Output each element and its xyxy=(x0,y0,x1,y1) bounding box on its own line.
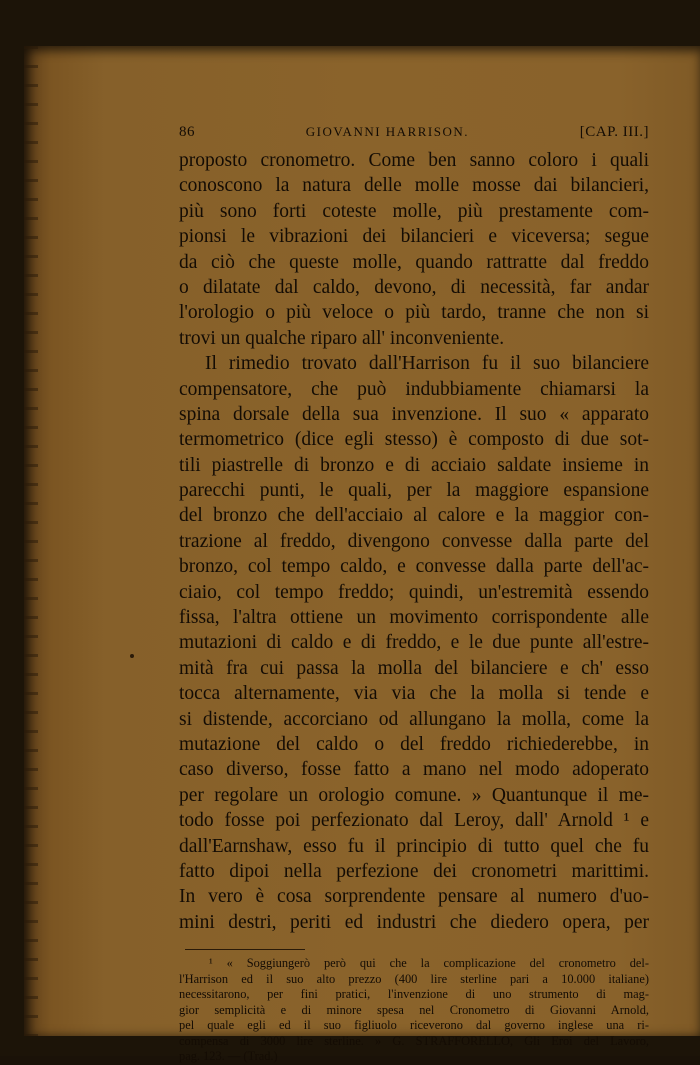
footnote-line: ¹ « Soggiungerò però qui che la complicazione del cronometro del- xyxy=(209,956,649,971)
body-line: fatto dipoi nella perfezione dei cronometri marittimi. xyxy=(179,860,649,882)
body-line: da ciò che queste molle, quando rattratte dal freddo xyxy=(179,251,649,273)
body-line: tocca alternamente, via via che la molla si tende e xyxy=(179,683,649,705)
body-line: Il rimedio trovato dall'Harrison fu il suo bilanciere xyxy=(205,353,649,375)
body-line: compensatore, che può indubbiamente chiamarsi la xyxy=(179,378,649,400)
body-line: termometrico (dice egli stesso) è composto di due sot- xyxy=(179,429,649,451)
body-line: fissa, l'altra ottiene un movimento corrispondente alle xyxy=(179,607,649,629)
footnote-line: l'Harrison ed il suo alto prezzo (400 lire sterline pari a 10.000 italiane) xyxy=(179,971,649,986)
body-line: todo fosse poi perfezionato dal Leroy, dall' Arnold ¹ e xyxy=(179,810,649,832)
footnote-rule xyxy=(185,949,305,950)
footnote-line: gior semplicità e di minore spesa nel Cronometro di Giovanni Arnold, xyxy=(179,1002,649,1017)
footnote-line: compensa di 3000 lire sterline. » G. STRAFFORELLO, Gli Eroi del Lavoro, xyxy=(179,1033,649,1048)
body-line: tili piastrelle di bronzo e di acciaio saldate insieme in xyxy=(179,454,649,476)
body-line: trovi un qualche riparo all' inconveniente. xyxy=(179,327,505,349)
body-text xyxy=(179,148,649,935)
footnote xyxy=(179,956,649,1065)
text-block xyxy=(179,124,649,1065)
body-line: bronzo, col tempo caldo, e convesse dalla parte dell'ac- xyxy=(179,556,649,578)
body-line: ciaio, col tempo freddo; quindi, un'estremità essendo xyxy=(179,581,649,603)
body-line: si distende, accorciano od allungano la molla, come la xyxy=(179,708,649,730)
chapter-label: [CAP. III.] xyxy=(579,124,649,140)
body-line: In vero è cosa sorprendente pensare al numero d'uo- xyxy=(179,886,649,908)
body-line: per regolare un orologio comune. » Quantunque il me- xyxy=(179,784,649,806)
body-line: parecchi punti, le quali, per la maggiore espansione xyxy=(179,480,649,502)
body-line: proposto cronometro. Come ben sanno coloro i quali xyxy=(179,150,649,171)
ink-spot xyxy=(130,654,134,658)
book-page xyxy=(24,46,700,1064)
footnote-line: pel quale egli ed il suo figliuolo riceverono dal governo inglese una ri- xyxy=(179,1018,649,1033)
footnote-line: necessitarono, per fini pratici, l'invenzione di uno strumento di mag- xyxy=(179,987,649,1002)
footnote-line: pag. 123. — (Trad.) xyxy=(179,1049,278,1064)
body-line: conoscono la natura delle molle mosse dai bilancieri, xyxy=(179,175,649,197)
body-line: o dilatate dal caldo, devono, di necessità, far andar xyxy=(179,276,649,298)
body-line: pionsi le vibrazioni dei bilancieri e viceversa; segue xyxy=(179,226,649,248)
body-line: dall'Earnshaw, esso fu il principio di tutto quel che fu xyxy=(179,835,649,857)
body-line: del bronzo che dell'acciaio al calore e la maggior con- xyxy=(179,505,649,527)
body-line: mutazione del caldo o del freddo richiederebbe, in xyxy=(179,733,649,755)
body-line: caso diverso, fosse fatto a mano nel modo adoperato xyxy=(179,759,649,781)
body-line: spina dorsale della sua invenzione. Il suo « apparato xyxy=(179,403,649,425)
body-line: trazione al freddo, divengono convesse dalla parte del xyxy=(179,530,649,552)
running-head xyxy=(179,124,649,146)
body-line: mutazioni di caldo e di freddo, e le due punte all'estre- xyxy=(179,632,649,654)
body-line: l'orologio o più veloce o più tardo, tranne che non si xyxy=(179,302,649,324)
body-line: più sono forti coteste molle, più prestamente com- xyxy=(179,200,649,222)
running-title: GIOVANNI HARRISON. xyxy=(305,124,469,139)
body-line: mini destri, periti ed industri che diedero opera, per xyxy=(179,911,649,933)
body-line: mità fra cui passa la molla del bilanciere e ch' esso xyxy=(179,657,649,679)
page-number: 86 xyxy=(179,124,195,140)
